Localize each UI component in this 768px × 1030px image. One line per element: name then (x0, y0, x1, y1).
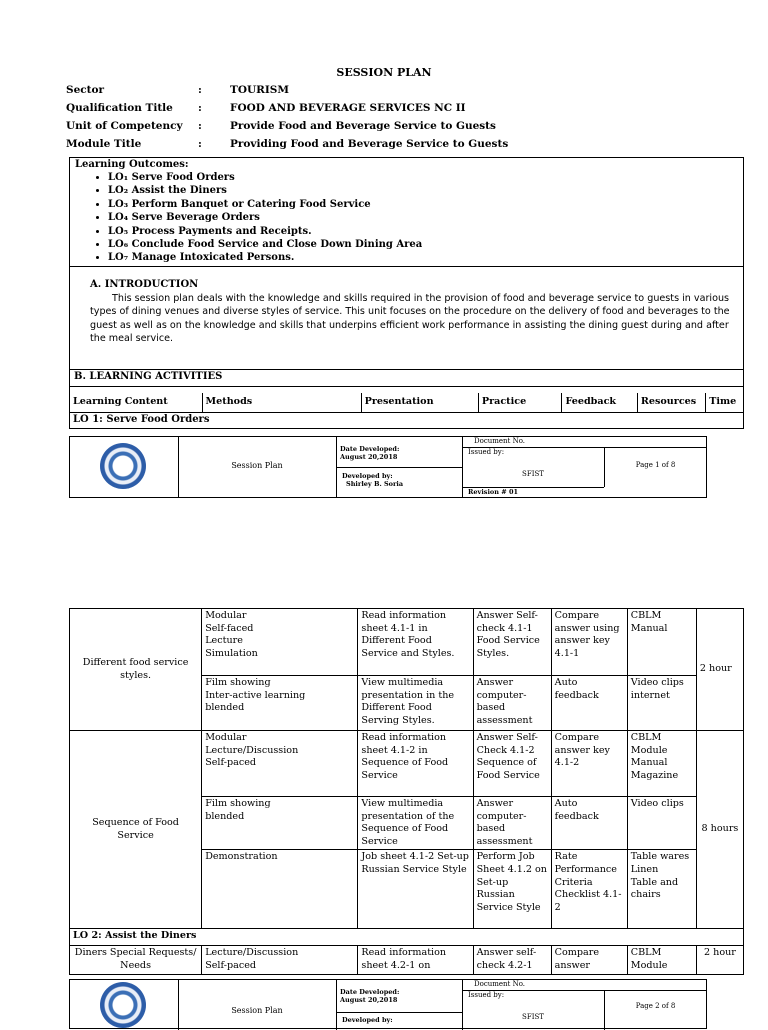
meta-colon: : (198, 84, 202, 96)
outcome-item: • LO₇ Manage Intoxicated Persons. (108, 251, 743, 264)
developed-by (342, 472, 403, 488)
cell-time: 8 hours (696, 731, 743, 929)
page-footer-2 (69, 979, 707, 1029)
cell-resources: Video clips (627, 797, 696, 850)
outcome-item: • LO₆ Conclude Food Service and Close Down Dining Area (108, 238, 743, 251)
introduction-box (69, 266, 744, 370)
meta-value: FOOD AND BEVERAGE SERVICES NC II (230, 102, 466, 114)
meta-colon: : (198, 102, 202, 114)
date-label: Date Developed: (340, 988, 400, 996)
outcome-item: • LO₄ Serve Beverage Orders (108, 211, 743, 224)
meta-value: TOURISM (230, 84, 289, 96)
document-no: Document No. (474, 437, 526, 445)
lo1-row: LO 1: Serve Food Orders (70, 413, 744, 429)
meta-value: Providing Food and Beverage Service to Guests (230, 138, 509, 150)
cell-practice: Answer Self-check 4.1-1 Food Service Styles. (473, 609, 551, 676)
date-developed (340, 988, 399, 1004)
col-feedback: Feedback (562, 393, 637, 413)
cell-practice: Answer computer-based assessment (473, 676, 551, 731)
learning-outcomes-box (69, 157, 744, 267)
col-resources: Resources (637, 393, 705, 413)
cell-resources: CBLM Module (627, 946, 696, 975)
cell-presentation: Read information sheet 4.1-1 in Different Food Service and Styles. (358, 609, 473, 676)
divider (462, 437, 463, 497)
cell-presentation: View multimedia presentation of the Sequence of Food Service (358, 797, 473, 850)
table-row (70, 929, 744, 946)
cell-resources: CBLM Module Manual Magazine (627, 731, 696, 797)
cell-content: Sequence of Food Service (70, 731, 202, 929)
meta-key: Sector (66, 84, 105, 96)
issued-by: Issued by: (468, 991, 505, 999)
meta-colon: : (198, 120, 202, 132)
meta-colon: : (198, 138, 202, 150)
document-title: SESSION PLAN (336, 66, 432, 79)
issued-by: Issued by: (468, 448, 505, 456)
cell-practice: Answer self-check 4.2-1 (473, 946, 551, 975)
meta-key: Qualification Title (66, 102, 173, 114)
cell-presentation: Read information sheet 4.1-2 in Sequence of Food Service (358, 731, 473, 797)
activities-table-page2 (69, 608, 744, 975)
cell-methods: Lecture/Discussion Self-paced (202, 946, 358, 975)
page-footer-1 (69, 436, 707, 498)
divider (178, 980, 179, 1030)
page-number: Page 1 of 8 (635, 461, 676, 469)
cell-methods: Demonstration (202, 850, 358, 929)
cell-feedback: Auto feedback (551, 797, 627, 850)
cell-methods: Film showing blended (202, 797, 358, 850)
meta-key: Unit of Competency (66, 120, 183, 132)
date-value: August 20,2018 (340, 996, 398, 1004)
col-methods: Methods (202, 393, 361, 413)
cell-resources: Table wares Linen Table and chairs (627, 850, 696, 929)
cell-feedback: Rate Performance Criteria Checklist 4.1-2 (551, 850, 627, 929)
divider (336, 1012, 462, 1013)
document-no: Document No. (474, 980, 526, 988)
lo2-row: LO 2: Assist the Diners (70, 929, 744, 946)
col-learning-content: Learning Content (70, 393, 203, 413)
cell-methods: Film showing Inter-active learning blended (202, 676, 358, 731)
meta-key: Module Title (66, 138, 142, 150)
cell-feedback: Compare answer key 4.1-2 (551, 731, 627, 797)
outcome-item: • LO₅ Process Payments and Receipts. (108, 225, 743, 238)
outcomes-title: Learning Outcomes: (75, 159, 189, 170)
cell-practice: Perform Job Sheet 4.1.2 on Set-up Russian Service Style (473, 850, 551, 929)
cell-resources: CBLM Manual (627, 609, 696, 676)
date-label: Date Developed: (340, 445, 400, 453)
revision: Revision # 01 (468, 488, 518, 496)
page-number: Page 2 of 8 (635, 1002, 676, 1010)
divider (462, 980, 463, 1030)
issuer: SFIST (522, 470, 544, 478)
cell-time: 2 hour (696, 946, 743, 975)
col-practice: Practice (478, 393, 562, 413)
date-developed (340, 445, 399, 461)
footer-label: Session Plan (231, 1006, 283, 1015)
cell-practice: Answer computer-based assessment (473, 797, 551, 850)
divider (336, 980, 337, 1030)
cell-methods: Modular Self-faced Lecture Simulation (202, 609, 358, 676)
date-value: August 20,2018 (340, 453, 398, 461)
introduction-text: This session plan deals with the knowledge and skills required in the provision of food and beverage service to guests in various types of dining venues and diverse styles of service. This unit focuses on the procedure on the delivery of food and beverages to the guest as well as on the knowledge and skills that underpins efficient work performance in assisting the dining guest during and after the meal service. (90, 293, 730, 344)
table-row (70, 609, 744, 676)
issuer: SFIST (522, 1013, 544, 1021)
divider (604, 990, 605, 1030)
school-seal-icon (100, 982, 146, 1028)
cell-feedback: Compare answer using answer key 4.1-1 (551, 609, 627, 676)
table-row (70, 946, 744, 975)
outcomes-list (70, 171, 743, 265)
col-presentation: Presentation (361, 393, 478, 413)
meta-value: Provide Food and Beverage Service to Guests (230, 120, 496, 132)
dev-label: Developed by: (342, 472, 393, 480)
outcome-item: • LO₃ Perform Banquet or Catering Food Service (108, 198, 743, 211)
outcome-item: • LO₁ Serve Food Orders (108, 171, 743, 184)
table-row (70, 731, 744, 797)
cell-content: Different food service styles. (70, 609, 202, 731)
cell-presentation: Job sheet 4.1-2 Set-up Russian Service Style (358, 850, 473, 929)
cell-presentation: View multimedia presentation in the Different Food Serving Styles. (358, 676, 473, 731)
dev-value: Shirley B. Soria (346, 480, 404, 488)
cell-presentation: Read information sheet 4.2-1 on (358, 946, 473, 975)
cell-feedback: Auto feedback (551, 676, 627, 731)
divider (336, 467, 462, 468)
activities-heading: B. LEARNING ACTIVITIES (70, 370, 744, 387)
col-time: Time (706, 393, 744, 413)
introduction-heading: A. INTRODUCTION (90, 279, 199, 290)
activities-header-table (69, 369, 744, 429)
dev-label: Developed by: (342, 1016, 393, 1024)
school-seal-icon (100, 443, 146, 489)
cell-resources: Video clips internet (627, 676, 696, 731)
cell-time: 2 hour (696, 609, 743, 731)
cell-feedback: Compare answer (551, 946, 627, 975)
cell-methods: Modular Lecture/Discussion Self-paced (202, 731, 358, 797)
cell-content: Diners Special Requests/ Needs (70, 946, 202, 975)
footer-label: Session Plan (231, 461, 283, 470)
cell-practice: Answer Self-Check 4.1-2 Sequence of Food Service (473, 731, 551, 797)
outcome-item: • LO₂ Assist the Diners (108, 184, 743, 197)
